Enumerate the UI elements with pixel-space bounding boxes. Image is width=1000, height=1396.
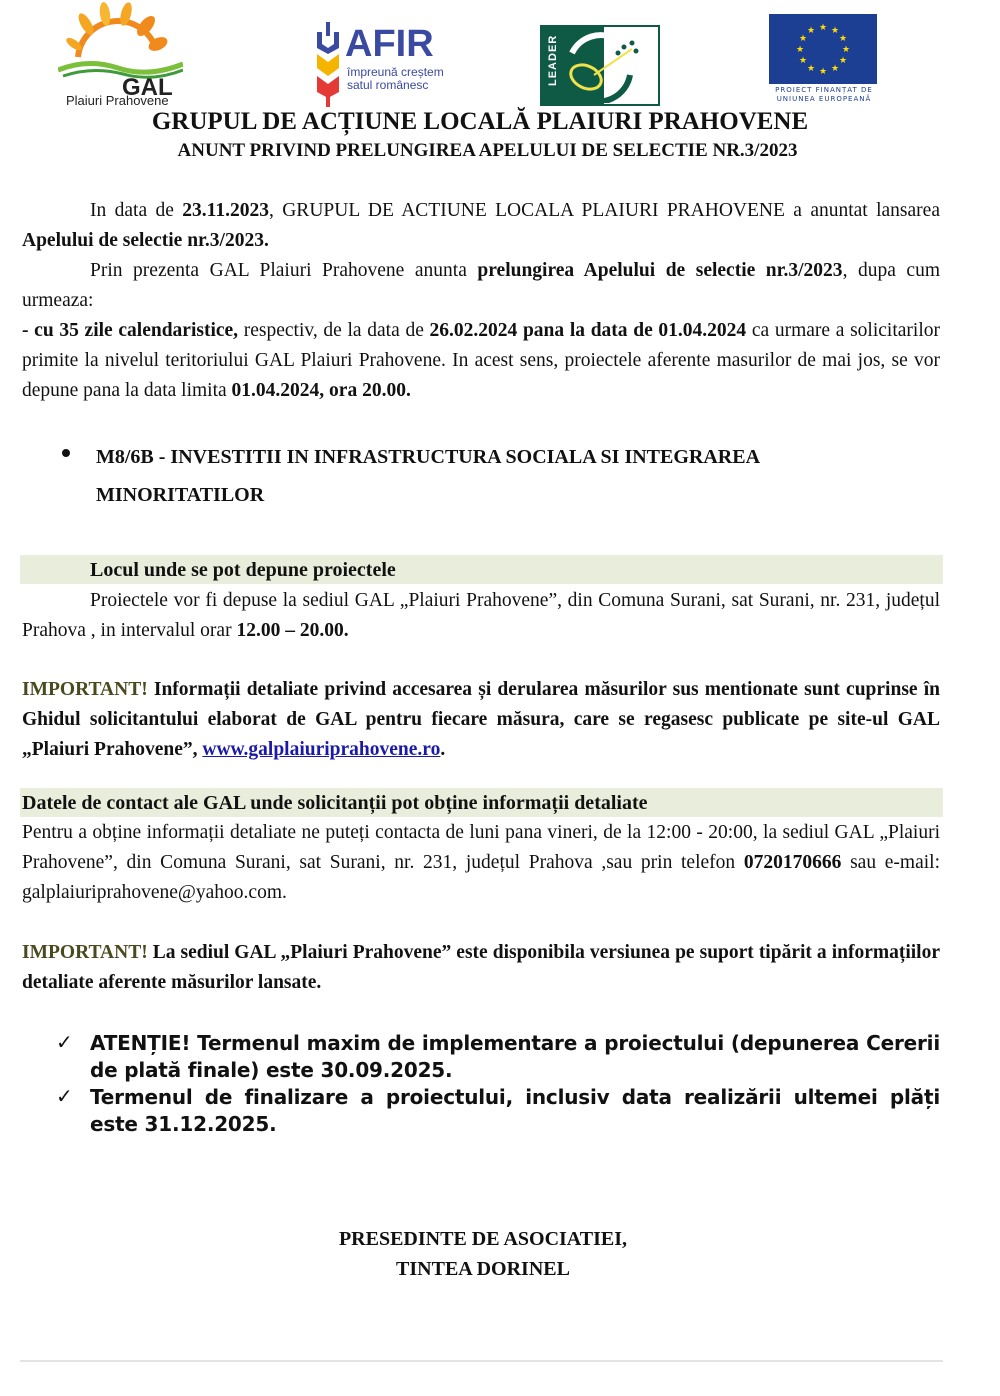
eu-logo (769, 14, 879, 104)
intro-paragraph-1 (22, 196, 940, 256)
page-subtitle: ANUNT PRIVIND PRELUNGIREA APELULUI DE SELECTIE NR.3/2023 (177, 140, 798, 161)
measure-item (96, 438, 760, 514)
text: In data de (90, 200, 183, 221)
intro-paragraph-3 (22, 316, 940, 406)
svg-text:★: ★ (830, 64, 840, 74)
sun-icon (58, 2, 183, 82)
important-notice-2 (22, 938, 940, 998)
contact-heading: Datele de contact ale GAL unde solicitanții pot obține informații detaliate (22, 792, 648, 814)
svg-text:★: ★ (818, 67, 828, 77)
wheat-icon (315, 22, 341, 107)
measure-line-1: M8/6B - INVESTITII IN INFRASTRUCTURA SOCIALA SI INTEGRAREA (96, 446, 761, 468)
checklist-item-2: Termenul de finalizare a proiectului, inclusiv data realizării ultemei plăți este 31.12.2025. (90, 1085, 940, 1136)
office-hours: 12.00 – 20.00. (236, 620, 349, 641)
leader-emblem-icon (560, 31, 656, 103)
text: Prin prezenta GAL Plaiuri Prahovene anunta (90, 260, 478, 281)
checkmark-icon: ✓ (56, 1084, 73, 1108)
page-title: GRUPUL DE ACȚIUNE LOCALĂ PLAIURI PRAHOVENE (151, 108, 809, 135)
svg-text:★: ★ (798, 34, 808, 44)
eu-flag-icon (769, 14, 877, 84)
website-link[interactable]: www.galplaiuriprahovene.ro (202, 739, 441, 760)
measure-line-2: MINORITATILOR (96, 484, 265, 506)
intro-paragraph-2 (22, 256, 940, 316)
eu-caption-1: PROIECT FINANȚAT DE (775, 86, 873, 94)
checkmark-icon: ✓ (56, 1030, 73, 1054)
text: ca urmare a solicitarilor primite la nivelul teritoriului GAL Plaiuri Prahovene. In acest sens, proiectele aferente masurilor de mai jos, se vor depune pana la data limita (22, 320, 940, 401)
leader-logo (540, 25, 660, 106)
important-notice-1 (22, 675, 940, 765)
important-label: IMPORTANT! (22, 679, 148, 700)
deadline: 01.04.2024, ora 20.00. (231, 380, 411, 401)
text: La sediul GAL „Plaiuri Prahovene” este disponibila versiunea pe suport tipărit a informațiilor detaliate aferente măsurilor lansate. (22, 942, 940, 993)
gal-logo-word: GAL (122, 74, 173, 101)
launch-date: 23.11.2023 (182, 200, 269, 221)
leader-logo-word: LEADER (547, 34, 559, 86)
gal-logo (58, 2, 183, 107)
extension-text: prelungirea Apelului de selectie nr.3/2023 (477, 260, 843, 281)
phone-number: 0720170666 (743, 852, 842, 873)
email-text: sau e-mail: galplaiuriprahovene@yahoo.com. (22, 852, 941, 903)
extension-period: 26.02.2024 pana la data de 01.04.2024 (429, 320, 747, 341)
svg-text:★: ★ (798, 56, 808, 66)
bullet-icon (62, 449, 70, 457)
contact-paragraph (22, 818, 940, 908)
checklist-item-1: ATENȚIE! Termenul maxim de implementare a proiectului (depunerea Cererii de plată finale) este 30.09.2025. (90, 1031, 940, 1082)
signature-name: TINTEA DORINEL (396, 1258, 570, 1280)
svg-text:★: ★ (838, 56, 848, 66)
svg-text:★: ★ (838, 34, 848, 44)
svg-text:★: ★ (841, 45, 851, 55)
signature-role: PRESEDINTE DE ASOCIATIEI, (338, 1228, 628, 1250)
call-name: Apelului de selectie nr.3/2023. (22, 230, 269, 251)
text: , dupa cum urmeaza: (22, 260, 940, 311)
gal-logo-subtitle: Plaiuri Prahovene (66, 93, 169, 108)
svg-text:★: ★ (806, 64, 816, 74)
location-heading: Locul unde se pot depune proiectele (90, 559, 396, 581)
eu-caption-2: UNIUNEA EUROPEANĂ (776, 95, 872, 103)
svg-text:★: ★ (806, 26, 816, 36)
logo-bar (0, 0, 1000, 110)
afir-logo (315, 22, 455, 107)
text: , GRUPUL DE ACTIUNE LOCALA PLAIURI PRAHOVENE a anuntat lansarea (268, 200, 940, 221)
text: Informații detaliate privind accesarea și derularea măsurilor sus mentionate sunt cuprinse în Ghidul solicitantului elaborat de GAL pentru fiecare măsura, care se regasesc publicate pe site-ul GAL „Plaiuri Prahovene”, (22, 679, 940, 760)
afir-tagline-1: împreună creștem (347, 65, 444, 79)
svg-text:★: ★ (795, 45, 805, 55)
extension-days: - cu 35 zile calendaristice, (22, 320, 239, 341)
important-label: IMPORTANT! (22, 942, 148, 963)
afir-tagline-2: satul românesc (347, 78, 429, 92)
svg-text:★: ★ (818, 23, 828, 33)
text: Proiectele vor fi depuse la sediul GAL „Plaiuri Prahovene”, din Comuna Surani, sat Surani, nr. 231, județul Prahova , in intervalul orar (22, 590, 940, 641)
svg-text:★: ★ (830, 26, 840, 36)
footer-divider (20, 1360, 943, 1362)
text: . (440, 739, 446, 760)
afir-logo-word: AFIR (345, 23, 434, 65)
text: respectiv, de la data de (238, 320, 430, 341)
location-paragraph (22, 586, 940, 646)
text: Pentru a obține informații detaliate ne puteți contacta de luni pana vineri, de la 12:00 - 20:00, la sediul GAL „Plaiuri Prahovene”, din Comuna Surani, sat Surani, nr. 231, județul Prahova ,sau prin telefon (22, 822, 940, 873)
